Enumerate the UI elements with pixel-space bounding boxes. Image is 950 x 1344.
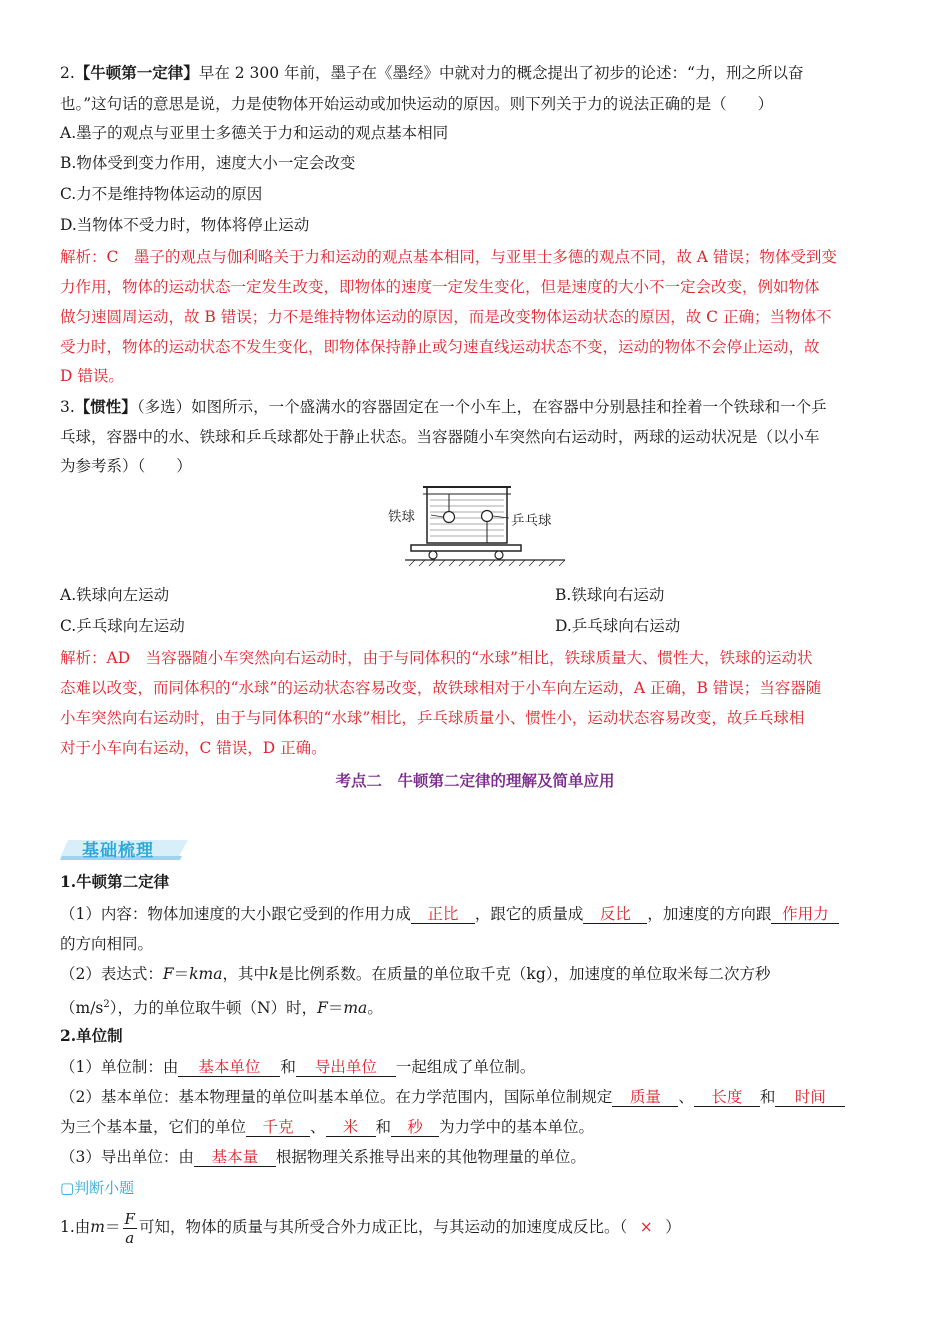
- q2-stem-line1: 2.【牛顿第一定律】早在 2 300 年前，墨子在《墨经》中就对力的概念提出了初步的论述：“力，刑之所以奋: [60, 63, 804, 82]
- units-line2: （2）基本单位：基本物理量的单位叫基本单位。在力学范围内，国际单位制规定 质量 、 长度 和 时间: [60, 1087, 845, 1107]
- q2-stem-line2: 也。”这句话的意思是说，力是使物体开始运动或加快运动的原因。则下列关于力的说法正确的是（ ）: [60, 95, 774, 113]
- q3-stem-line3: 为参考系）（ ）: [60, 457, 192, 475]
- cart-wheel-left: [429, 551, 437, 559]
- q3-analysis-line1: 解析：AD 当容器随小车突然向右运动时，由于与同体积的“水球”相比，铁球质量大、惯性大，铁球的运动状: [60, 649, 813, 667]
- q3-option-a: A.铁球向左运动: [60, 586, 170, 604]
- banner-title: 基础梳理: [82, 841, 154, 861]
- pingpong-ball: [482, 511, 493, 522]
- blank-second: 秒: [391, 1118, 439, 1137]
- units-line4: （3）导出单位：由 基本量 根据物理关系推导出来的其他物理量的单位。: [60, 1148, 586, 1166]
- q2-option-a: A.墨子的观点与亚里士多德关于力和运动的观点基本相同: [60, 124, 449, 142]
- q3-stem-line1: 3.【惯性】（多选）如图所示，一个盛满水的容器固定在一个小车上，在容器中分别悬挂和拴着一个铁球和一个乒: [60, 397, 827, 416]
- judge-answer: ×: [639, 1218, 653, 1236]
- blank-proportional: 正比: [411, 905, 475, 924]
- q3-analysis-line3: 小车突然向右运动时，由于与同体积的“水球”相比，乒乓球质量小、惯性小，运动状态容易改变，故乒乓球相: [60, 709, 805, 727]
- q2-analysis-line2: 力作用，物体的运动状态一定发生改变，即物体的速度一定发生变化，但是速度的大小不一定会改变，例如物体: [60, 278, 820, 296]
- cart-body: [411, 545, 521, 551]
- q3-analysis-line4: 对于小车向右运动，C 错误，D 正确。: [60, 739, 327, 757]
- iron-ball: [444, 512, 455, 523]
- law-content-line2: 的方向相同。: [60, 935, 154, 953]
- section-title: 考点二 牛顿第二定律的理解及简单应用: [335, 772, 615, 790]
- fraction-f-over-a: $\frac{F}{a}$: [124, 1209, 135, 1247]
- blank-derived-unit: 导出单位: [296, 1058, 396, 1077]
- container-outline: [427, 487, 507, 543]
- q3-stem-line2: 乓球，容器中的水、铁球和乒乓球都处于静止状态。当容器随小车突然向右运动时，两球的运动状况是（以小车: [60, 428, 820, 446]
- law-title: 1.牛顿第二定律: [60, 872, 170, 891]
- q2-analysis-line4: 受力时，物体的运动状态不发生变化，即物体保持静止或匀速直线运动状态不变，运动的物体不会停止运动，故: [60, 338, 820, 356]
- water-texture: [430, 500, 504, 536]
- ground-hatching: [409, 560, 565, 566]
- blank-force: 作用力: [771, 905, 839, 924]
- q2-analysis-line3: 做匀速圆周运动，故 B 错误；力不是维持物体运动的原因，而是改变物体运动状态的原因，故 C 正确；当物体不: [60, 308, 832, 326]
- units-line1: （1）单位制：由 基本单位 和 导出单位 一起组成了单位制。: [60, 1058, 536, 1076]
- blank-kilogram: 千克: [246, 1118, 310, 1137]
- blank-base-quantity: 基本量: [194, 1148, 276, 1167]
- iron-ball-label: 铁球: [388, 509, 415, 525]
- blank-meter: 米: [326, 1118, 376, 1137]
- q2-option-c: C.力不是维持物体运动的原因: [60, 185, 263, 203]
- q2-analysis-line5: D 错误。: [60, 367, 124, 385]
- cart-wheel-right: [495, 551, 503, 559]
- judge-question-1: 1.由m＝ $\frac{F}{a}$ 可知，物体的质量与其所受合外力成正比，与其运动的加速度成反比。（ × ）: [60, 1209, 681, 1247]
- blank-mass: 质量: [612, 1088, 678, 1107]
- q3-analysis-line2: 态难以改变，而同体积的“水球”的运动状态容易改变，故铁球相对于小车向左运动，A 正确，B 错误；当容器随: [60, 679, 822, 697]
- judge-title: ▢判断小题: [60, 1179, 135, 1197]
- q3-option-b: B.铁球向右运动: [555, 586, 665, 604]
- units-title: 2.单位制: [60, 1026, 123, 1045]
- law-content-line1: （1）内容：物体加速度的大小跟它受到的作用力成 正比 ，跟它的质量成 反比 ，加速度的方向跟 作用力: [60, 904, 839, 924]
- blank-time: 时间: [775, 1088, 845, 1107]
- law-expression-line1: （2）表达式：F＝kma，其中k是比例系数。在质量的单位取千克（kg），加速度的单位取米每二次方秒: [60, 965, 771, 983]
- blank-inverse: 反比: [583, 905, 647, 924]
- blank-base-unit: 基本单位: [178, 1058, 280, 1077]
- q3-option-d: D.乒乓球向右运动: [555, 617, 681, 635]
- units-line3: 为三个基本量，它们的单位 千克 、 米 和 秒 为力学中的基本单位。: [60, 1118, 595, 1136]
- q3-option-c: C.乒乓球向左运动: [60, 617, 185, 635]
- blank-length: 长度: [694, 1088, 760, 1107]
- q2-analysis-line1: 解析：C 墨子的观点与伽利略关于力和运动的观点基本相同，与亚里士多德的观点不同，故 A 错误；物体受到变: [60, 248, 837, 266]
- q2-option-d: D.当物体不受力时，物体将停止运动: [60, 216, 310, 234]
- law-expression-line2: $(m/s^2)$，力的单位取牛顿（N）时，F＝ma。: [60, 999, 383, 1018]
- q2-option-b: B.物体受到变力作用，速度大小一定会改变: [60, 154, 356, 172]
- pingpong-ball-label: 乒乓球: [511, 513, 552, 529]
